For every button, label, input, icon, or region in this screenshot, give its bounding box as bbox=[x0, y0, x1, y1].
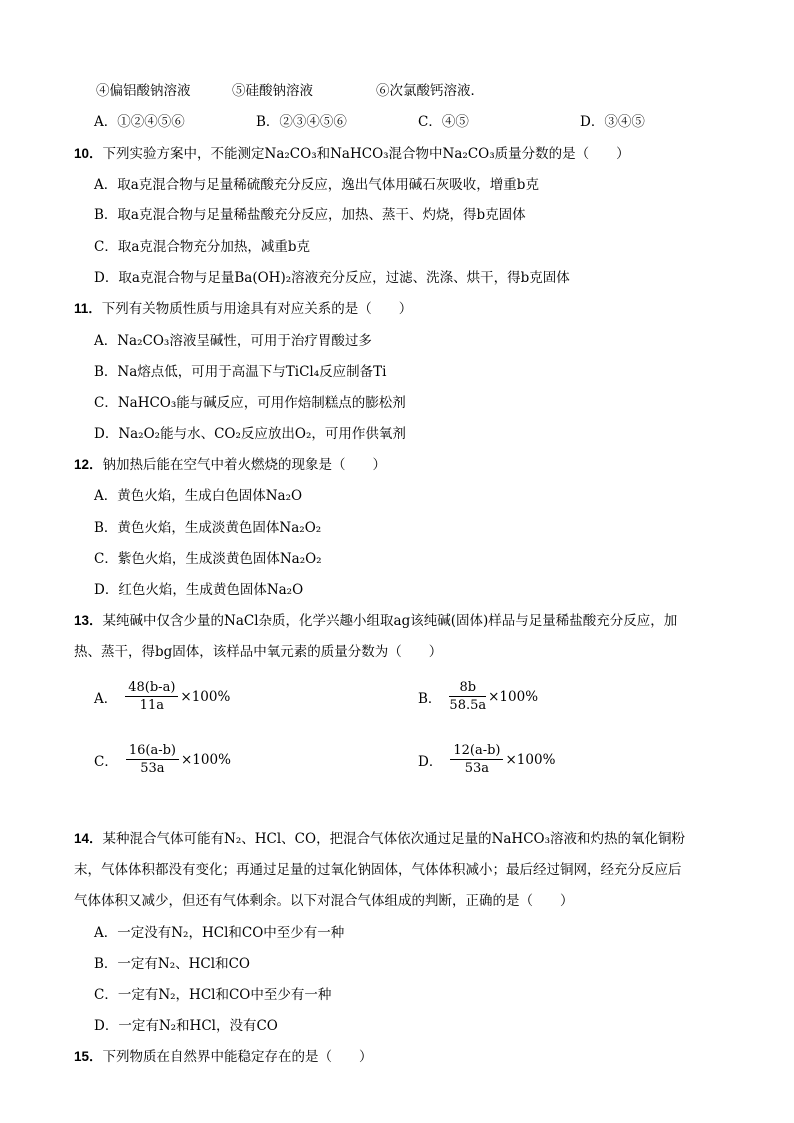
question-stem: 钠加热后能在空气中着火燃烧的现象是（ ） bbox=[102, 457, 387, 473]
question-13 bbox=[74, 612, 677, 630]
question-number: 12． bbox=[74, 457, 103, 472]
q11-option-a: A．Na₂CO₃溶液呈碱性，可用于治疗胃酸过多 bbox=[94, 333, 372, 349]
question-number: 15． bbox=[74, 1049, 103, 1064]
question-stem: 下列有关物质性质与用途具有对应关系的是（ ） bbox=[101, 301, 413, 317]
q10-option-c: C．取a克混合物充分加热，减重b克 bbox=[94, 239, 311, 255]
question-stem: 某纯碱中仅含少量的NaCl杂质，化学兴趣小组取ag该纯碱(固体)样品与足量稀盐酸充分反应，加 bbox=[102, 613, 678, 629]
q13-option-c bbox=[94, 743, 231, 776]
fraction-denominator: 53a bbox=[464, 761, 490, 776]
q9-option-b: B．②③④⑤⑥ bbox=[256, 114, 347, 130]
fraction bbox=[449, 680, 486, 713]
q14-option-c: C．一定有N₂，HCl和CO中至少有一种 bbox=[94, 987, 332, 1003]
option-label: D． bbox=[418, 753, 443, 770]
fraction bbox=[126, 743, 179, 776]
question-number: 11． bbox=[74, 301, 102, 316]
fraction-denominator: 11a bbox=[139, 698, 164, 713]
q11-option-c: C．NaHCO₃能与碱反应，可用作焙制糕点的膨松剂 bbox=[94, 395, 406, 411]
fraction-denominator: 58.5a bbox=[449, 698, 487, 713]
fraction-numerator: 8b bbox=[449, 680, 486, 697]
question-stem: 下列实验方案中，不能测定Na₂CO₃和NaHCO₃混合物中Na₂CO₃质量分数的是（ ） bbox=[102, 146, 630, 162]
q14-option-b: B．一定有N₂、HCl和CO bbox=[94, 956, 250, 972]
question-11 bbox=[74, 300, 412, 318]
question-12 bbox=[74, 456, 386, 474]
question-number: 13． bbox=[74, 613, 103, 628]
q13-option-b bbox=[418, 680, 538, 713]
q12-option-a: A．黄色火焰，生成白色固体Na₂O bbox=[94, 488, 303, 504]
q14-option-d: D．一定有N₂和HCl，没有CO bbox=[94, 1018, 278, 1034]
question-13-cont: 热、蒸干，得bg固体，该样品中氧元素的质量分数为（ ） bbox=[74, 644, 443, 660]
fraction-multiplier: ×100% bbox=[505, 751, 556, 768]
fraction-multiplier: ×100% bbox=[488, 688, 539, 705]
question-14-cont-1: 末，气体体积都没有变化；再通过足量的过氧化钠固体，气体体积减小；最后经过铜网，经充分反应后 bbox=[74, 862, 682, 878]
question-14-cont-2: 气体体积又减少，但还有气体剩余。以下对混合气体组成的判断，正确的是（ ） bbox=[74, 893, 574, 909]
fraction bbox=[125, 680, 178, 713]
fraction-denominator: 53a bbox=[140, 761, 165, 776]
option-label: A． bbox=[94, 690, 118, 707]
q10-option-d: D．取a克混合物与足量Ba(OH)₂溶液充分反应，过滤、洗涤、烘干，得b克固体 bbox=[94, 270, 570, 286]
option-item-5: ⑤硅酸钠溶液 bbox=[232, 83, 313, 99]
fraction bbox=[450, 743, 503, 776]
question-stem: 下列物质在自然界中能稳定存在的是（ ） bbox=[102, 1049, 373, 1065]
fraction-multiplier: ×100% bbox=[181, 751, 231, 768]
question-14 bbox=[74, 830, 685, 848]
q11-option-d: D．Na₂O₂能与水、CO₂反应放出O₂，可用作供氧剂 bbox=[94, 426, 406, 442]
q11-option-b: B．Na熔点低，可用于高温下与TiCl₄反应制备Ti bbox=[94, 364, 387, 380]
q10-option-b: B．取a克混合物与足量稀盐酸充分反应，加热、蒸干、灼烧，得b克固体 bbox=[94, 207, 526, 223]
option-label: B． bbox=[418, 690, 442, 707]
fraction-numerator: 48(b-a) bbox=[125, 680, 178, 697]
q12-option-c: C．紫色火焰，生成淡黄色固体Na₂O₂ bbox=[94, 551, 322, 567]
fraction-multiplier: ×100% bbox=[180, 688, 231, 705]
option-label: C． bbox=[94, 753, 118, 770]
q13-option-d bbox=[418, 743, 555, 776]
q12-option-b: B．黄色火焰，生成淡黄色固体Na₂O₂ bbox=[94, 520, 322, 536]
q14-option-a: A．一定没有N₂，HCl和CO中至少有一种 bbox=[94, 925, 345, 941]
question-15 bbox=[74, 1048, 373, 1066]
question-stem: 某种混合气体可能有N₂、HCl、CO，把混合气体依次通过足量的NaHCO₃溶液和灼热的氧化铜粉 bbox=[102, 831, 686, 847]
q9-option-d: D．③④⑤ bbox=[580, 114, 645, 130]
option-item-6: ⑥次氯酸钙溶液． bbox=[376, 83, 484, 99]
question-10 bbox=[74, 145, 630, 163]
q10-option-a: A．取a克混合物与足量稀硫酸充分反应，逸出气体用碱石灰吸收，增重b克 bbox=[94, 177, 539, 193]
fraction-numerator: 12(a-b) bbox=[450, 743, 503, 760]
q12-option-d: D．红色火焰，生成黄色固体Na₂O bbox=[94, 582, 304, 598]
q9-option-a: A．①②④⑤⑥ bbox=[94, 114, 185, 130]
q9-option-c: C．④⑤ bbox=[418, 114, 469, 130]
q13-option-a bbox=[94, 680, 230, 713]
question-number: 14． bbox=[74, 831, 103, 846]
option-item-4: ④偏铝酸钠溶液 bbox=[96, 83, 191, 99]
question-number: 10． bbox=[74, 146, 103, 161]
fraction-numerator: 16(a-b) bbox=[126, 743, 179, 760]
